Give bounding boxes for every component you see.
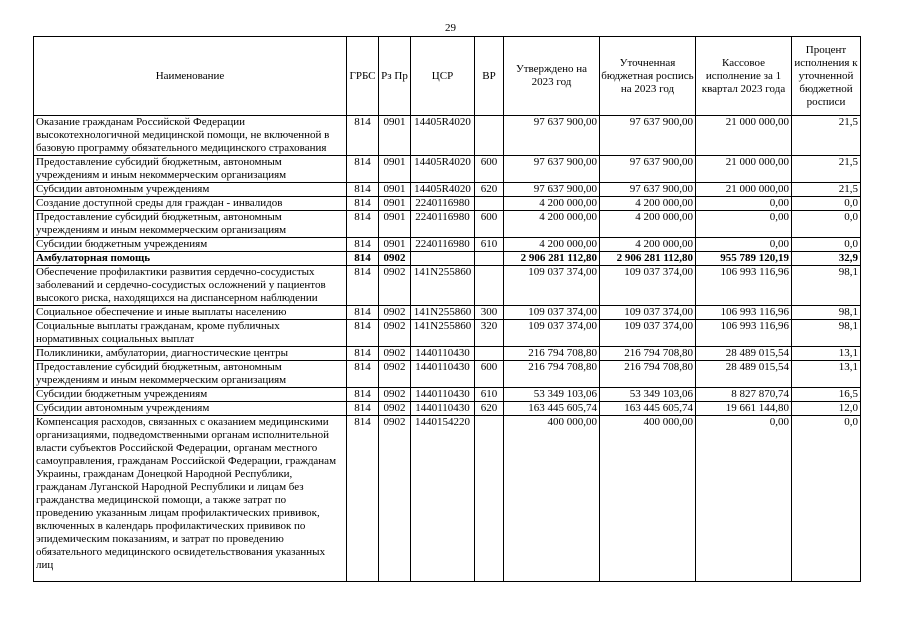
col-header-name: Наименование (34, 37, 347, 116)
cell-cash: 21 000 000,00 (696, 116, 792, 156)
cell-csr: 1440110430 (411, 361, 475, 388)
cell-percent: 98,1 (792, 320, 861, 347)
cell-vr: 600 (475, 156, 504, 183)
cell-cash: 0,00 (696, 211, 792, 238)
cell-csr: 141N255860 (411, 306, 475, 320)
cell-cash: 0,00 (696, 416, 792, 582)
cell-cash: 8 827 870,74 (696, 388, 792, 402)
cell-refined: 53 349 103,06 (600, 388, 696, 402)
cell-percent: 12,0 (792, 402, 861, 416)
cell-grbs: 814 (347, 402, 379, 416)
cell-name: Социальные выплаты гражданам, кроме публичных нормативных социальных выплат (34, 320, 347, 347)
col-header-rzpr: Рз Пр (379, 37, 411, 116)
table-row (34, 361, 861, 388)
cell-name: Социальное обеспечение и иные выплаты населению (34, 306, 347, 320)
cell-approved: 163 445 605,74 (504, 402, 600, 416)
table-row (34, 306, 861, 320)
cell-refined: 97 637 900,00 (600, 156, 696, 183)
cell-cash: 955 789 120,19 (696, 252, 792, 266)
cell-grbs: 814 (347, 211, 379, 238)
table-row (34, 156, 861, 183)
table-row (34, 266, 861, 306)
table-row (34, 211, 861, 238)
cell-csr: 1440110430 (411, 347, 475, 361)
cell-percent: 21,5 (792, 183, 861, 197)
cell-vr: 320 (475, 320, 504, 347)
cell-approved: 2 906 281 112,80 (504, 252, 600, 266)
cell-name: Предоставление субсидий бюджетным, автономным учреждениям и иным некоммерческим организациям (34, 211, 347, 238)
cell-approved: 216 794 708,80 (504, 347, 600, 361)
cell-name: Предоставление субсидий бюджетным, автономным учреждениям и иным некоммерческим организациям (34, 156, 347, 183)
cell-approved: 109 037 374,00 (504, 320, 600, 347)
cell-name: Компенсация расходов, связанных с оказанием медицинскими организациями, подведомственными органам исполнительной власти субъектов Российской Федерации, органам местного самоуправления, гражданам Российской Федерации, гражданам Украины, гражданам Донецкой Народной Республики, гражданам Луганской Народной Республики и лицам без гражданства медицинской помощи, а также затрат по проведению указанным лицам профилактических прививок, включенных в календарь профилактических прививок по эпидемическим показаниям, и затрат по проведению обязательного медицинского освидетельствования указанных лиц (34, 416, 347, 582)
cell-refined: 109 037 374,00 (600, 266, 696, 306)
cell-rzpr: 0902 (379, 416, 411, 582)
cell-rzpr: 0902 (379, 320, 411, 347)
cell-vr: 300 (475, 306, 504, 320)
cell-vr: 620 (475, 183, 504, 197)
cell-cash: 106 993 116,96 (696, 320, 792, 347)
cell-cash: 0,00 (696, 238, 792, 252)
col-header-csr: ЦСР (411, 37, 475, 116)
cell-grbs: 814 (347, 388, 379, 402)
cell-refined: 109 037 374,00 (600, 320, 696, 347)
cell-name: Создание доступной среды для граждан - инвалидов (34, 197, 347, 211)
col-header-approved: Утверждено на 2023 год (504, 37, 600, 116)
page-number: 29 (445, 22, 456, 34)
cell-cash: 19 661 144,80 (696, 402, 792, 416)
cell-approved: 97 637 900,00 (504, 116, 600, 156)
cell-grbs: 814 (347, 156, 379, 183)
cell-csr: 14405R4020 (411, 156, 475, 183)
cell-refined: 97 637 900,00 (600, 116, 696, 156)
cell-grbs: 814 (347, 306, 379, 320)
cell-vr (475, 347, 504, 361)
cell-refined: 400 000,00 (600, 416, 696, 582)
cell-rzpr: 0902 (379, 266, 411, 306)
cell-approved: 109 037 374,00 (504, 306, 600, 320)
table-row (34, 183, 861, 197)
cell-name: Субсидии бюджетным учреждениям (34, 238, 347, 252)
cell-cash: 28 489 015,54 (696, 361, 792, 388)
col-header-cash: Кассовое исполнение за 1 квартал 2023 года (696, 37, 792, 116)
cell-grbs: 814 (347, 238, 379, 252)
cell-approved: 4 200 000,00 (504, 238, 600, 252)
cell-vr (475, 252, 504, 266)
table-row (34, 416, 861, 582)
cell-rzpr: 0901 (379, 156, 411, 183)
cell-rzpr: 0901 (379, 197, 411, 211)
cell-percent: 13,1 (792, 361, 861, 388)
table-row (34, 347, 861, 361)
cell-rzpr: 0901 (379, 211, 411, 238)
cell-csr: 2240116980 (411, 197, 475, 211)
cell-name: Поликлиники, амбулатории, диагностические центры (34, 347, 347, 361)
cell-name: Обеспечение профилактики развития сердечно-сосудистых заболеваний и сердечно-сосудистых осложнений у пациентов высокого риска, находящихся на диспансерном наблюдении (34, 266, 347, 306)
cell-percent: 21,5 (792, 116, 861, 156)
cell-csr: 141N255860 (411, 320, 475, 347)
cell-csr: 1440110430 (411, 402, 475, 416)
header-row (34, 37, 861, 116)
budget-table (33, 36, 861, 582)
cell-cash: 0,00 (696, 197, 792, 211)
cell-csr: 14405R4020 (411, 116, 475, 156)
cell-csr (411, 252, 475, 266)
cell-refined: 216 794 708,80 (600, 361, 696, 388)
cell-refined: 4 200 000,00 (600, 211, 696, 238)
cell-refined: 4 200 000,00 (600, 238, 696, 252)
cell-percent: 0,0 (792, 416, 861, 582)
cell-percent: 0,0 (792, 238, 861, 252)
cell-vr: 600 (475, 361, 504, 388)
cell-rzpr: 0902 (379, 347, 411, 361)
cell-csr: 1440110430 (411, 388, 475, 402)
cell-grbs: 814 (347, 197, 379, 211)
table-row (34, 388, 861, 402)
cell-refined: 2 906 281 112,80 (600, 252, 696, 266)
cell-approved: 97 637 900,00 (504, 183, 600, 197)
cell-csr: 14405R4020 (411, 183, 475, 197)
cell-grbs: 814 (347, 183, 379, 197)
table-row (34, 252, 861, 266)
cell-csr: 2240116980 (411, 238, 475, 252)
cell-percent: 98,1 (792, 306, 861, 320)
col-header-grbs: ГРБС (347, 37, 379, 116)
cell-percent: 0,0 (792, 197, 861, 211)
cell-approved: 4 200 000,00 (504, 197, 600, 211)
cell-csr: 1440154220 (411, 416, 475, 582)
table-row (34, 116, 861, 156)
cell-percent: 32,9 (792, 252, 861, 266)
cell-refined: 4 200 000,00 (600, 197, 696, 211)
cell-percent: 98,1 (792, 266, 861, 306)
cell-approved: 53 349 103,06 (504, 388, 600, 402)
cell-cash: 28 489 015,54 (696, 347, 792, 361)
cell-name: Субсидии автономным учреждениям (34, 183, 347, 197)
cell-vr (475, 116, 504, 156)
cell-vr (475, 197, 504, 211)
cell-rzpr: 0902 (379, 306, 411, 320)
cell-vr: 610 (475, 238, 504, 252)
cell-name: Субсидии автономным учреждениям (34, 402, 347, 416)
col-header-vr: ВР (475, 37, 504, 116)
cell-grbs: 814 (347, 361, 379, 388)
cell-approved: 97 637 900,00 (504, 156, 600, 183)
cell-rzpr: 0902 (379, 402, 411, 416)
cell-percent: 21,5 (792, 156, 861, 183)
cell-name: Амбулаторная помощь (34, 252, 347, 266)
cell-rzpr: 0901 (379, 116, 411, 156)
cell-percent: 13,1 (792, 347, 861, 361)
cell-approved: 216 794 708,80 (504, 361, 600, 388)
cell-approved: 400 000,00 (504, 416, 600, 582)
cell-vr: 620 (475, 402, 504, 416)
cell-rzpr: 0901 (379, 183, 411, 197)
cell-vr (475, 416, 504, 582)
cell-percent: 0,0 (792, 211, 861, 238)
table-row (34, 320, 861, 347)
cell-rzpr: 0901 (379, 238, 411, 252)
cell-csr: 2240116980 (411, 211, 475, 238)
cell-cash: 21 000 000,00 (696, 183, 792, 197)
cell-grbs: 814 (347, 116, 379, 156)
cell-csr: 141N255860 (411, 266, 475, 306)
cell-vr (475, 266, 504, 306)
cell-approved: 4 200 000,00 (504, 211, 600, 238)
cell-percent: 16,5 (792, 388, 861, 402)
cell-refined: 97 637 900,00 (600, 183, 696, 197)
cell-grbs: 814 (347, 252, 379, 266)
cell-name: Субсидии бюджетным учреждениям (34, 388, 347, 402)
cell-cash: 106 993 116,96 (696, 266, 792, 306)
cell-name: Оказание гражданам Российской Федерации высокотехнологичной медицинской помощи, не включенной в базовую программу обязательного медицинского страхования (34, 116, 347, 156)
cell-name: Предоставление субсидий бюджетным, автономным учреждениям и иным некоммерческим организациям (34, 361, 347, 388)
cell-grbs: 814 (347, 266, 379, 306)
cell-rzpr: 0902 (379, 388, 411, 402)
table-row (34, 402, 861, 416)
table-row (34, 238, 861, 252)
cell-cash: 106 993 116,96 (696, 306, 792, 320)
cell-rzpr: 0902 (379, 361, 411, 388)
cell-grbs: 814 (347, 347, 379, 361)
cell-vr: 600 (475, 211, 504, 238)
table-row (34, 197, 861, 211)
cell-vr: 610 (475, 388, 504, 402)
cell-cash: 21 000 000,00 (696, 156, 792, 183)
col-header-refined: Уточненная бюджетная роспись на 2023 год (600, 37, 696, 116)
cell-refined: 109 037 374,00 (600, 306, 696, 320)
cell-grbs: 814 (347, 320, 379, 347)
cell-refined: 163 445 605,74 (600, 402, 696, 416)
col-header-percent: Процент исполнения к уточненной бюджетной росписи (792, 37, 861, 116)
cell-grbs: 814 (347, 416, 379, 582)
cell-approved: 109 037 374,00 (504, 266, 600, 306)
cell-rzpr: 0902 (379, 252, 411, 266)
cell-refined: 216 794 708,80 (600, 347, 696, 361)
